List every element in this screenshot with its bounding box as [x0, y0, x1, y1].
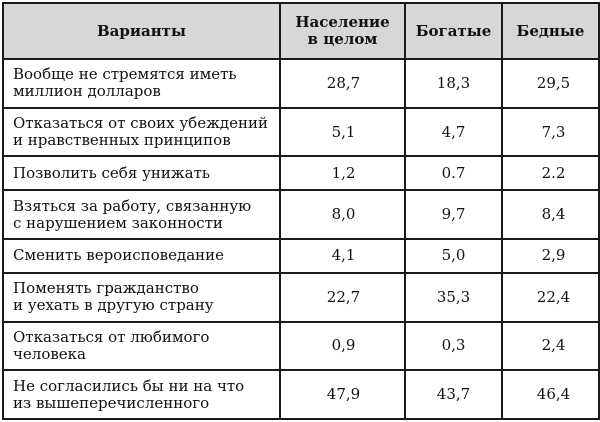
row-label-line1: Позволить себя унижать — [13, 163, 211, 182]
row-label — [3, 273, 280, 322]
header-row — [3, 3, 599, 59]
row-label — [3, 59, 280, 108]
cell-population: 22,7 — [280, 273, 405, 322]
cell-population: 47,9 — [280, 370, 405, 419]
header-poor: Бедные — [502, 3, 599, 59]
header-rich: Богатые — [405, 3, 502, 59]
cell-population: 8,0 — [280, 190, 405, 239]
table-row — [3, 156, 599, 190]
row-label-line2: из вышеперечисленного — [13, 393, 210, 412]
row-label-line1: Поменять гражданство — [13, 279, 199, 298]
row-label — [3, 239, 280, 273]
row-label — [3, 108, 280, 157]
cell-population: 5,1 — [280, 108, 405, 157]
cell-poor: 8,4 — [502, 190, 599, 239]
row-label — [3, 156, 280, 190]
row-label-line2: и нравственных принципов — [13, 131, 231, 150]
cell-population: 1,2 — [280, 156, 405, 190]
cell-poor: 22,4 — [502, 273, 599, 322]
cell-rich: 5,0 — [405, 239, 502, 273]
row-label — [3, 370, 280, 419]
table-row — [3, 108, 599, 157]
cell-rich: 9,7 — [405, 190, 502, 239]
table-row — [3, 59, 599, 108]
cell-poor: 46,4 — [502, 370, 599, 419]
cell-rich: 0.7 — [405, 156, 502, 190]
header-population-line2: в целом — [307, 30, 378, 48]
row-label-line2: и уехать в другую страну — [13, 296, 214, 315]
cell-poor: 29,5 — [502, 59, 599, 108]
header-population — [280, 3, 405, 59]
table-row — [3, 370, 599, 419]
cell-poor: 2,4 — [502, 322, 599, 371]
table-header — [3, 3, 599, 59]
table-body — [3, 59, 599, 419]
cell-poor: 2,9 — [502, 239, 599, 273]
survey-table — [2, 2, 600, 420]
row-label-line1: Вообще не стремятся иметь — [13, 65, 237, 84]
row-label-line1: Сменить вероисповедание — [13, 246, 225, 265]
row-label-line1: Отказаться от любимого — [13, 327, 210, 346]
cell-population: 28,7 — [280, 59, 405, 108]
cell-rich: 43,7 — [405, 370, 502, 419]
table-row — [3, 239, 599, 273]
cell-poor: 7,3 — [502, 108, 599, 157]
table-row — [3, 273, 599, 322]
row-label — [3, 190, 280, 239]
row-label-line1: Не согласились бы ни на что — [13, 376, 245, 395]
row-label-line2: миллион долларов — [13, 82, 161, 101]
cell-rich: 0,3 — [405, 322, 502, 371]
row-label-line2: человека — [13, 344, 86, 363]
row-label-line1: Отказаться от своих убеждений — [13, 114, 268, 133]
row-label — [3, 322, 280, 371]
row-label-line2: с нарушением законности — [13, 213, 223, 232]
table-row — [3, 322, 599, 371]
cell-population: 0,9 — [280, 322, 405, 371]
cell-rich: 35,3 — [405, 273, 502, 322]
cell-rich: 4,7 — [405, 108, 502, 157]
header-population-line1: Население — [295, 13, 390, 31]
cell-population: 4,1 — [280, 239, 405, 273]
table-row — [3, 190, 599, 239]
header-variants: Варианты — [3, 3, 280, 59]
cell-poor: 2.2 — [502, 156, 599, 190]
row-label-line1: Взяться за работу, связанную — [13, 196, 252, 215]
cell-rich: 18,3 — [405, 59, 502, 108]
